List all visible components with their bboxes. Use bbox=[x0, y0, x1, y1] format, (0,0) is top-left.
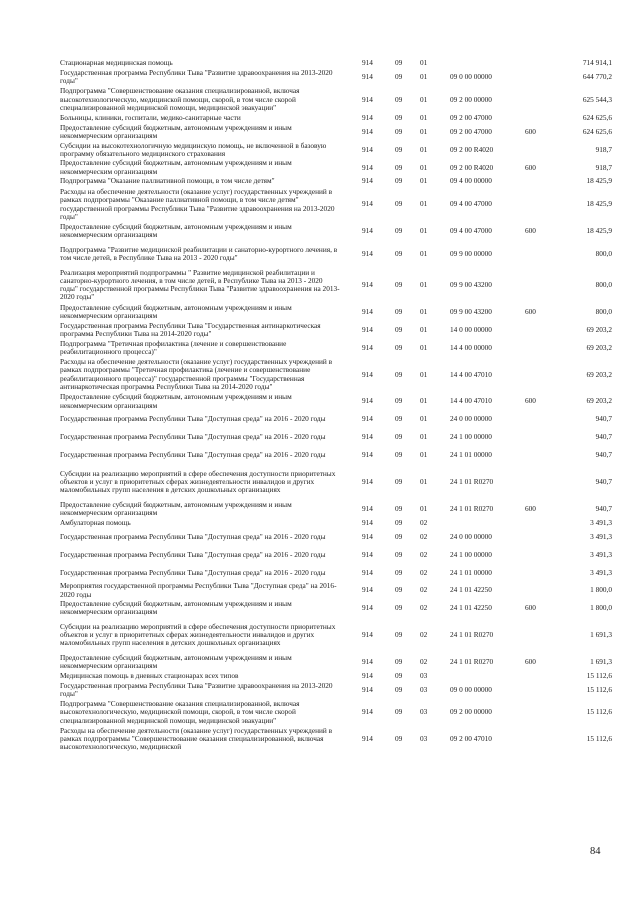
section-code: 09 bbox=[395, 684, 403, 694]
target-article-code: 09 9 00 00000 bbox=[450, 248, 492, 258]
target-article-code: 14 4 00 47010 bbox=[450, 396, 492, 406]
row-name: Государственная программа Республики Тыва "Доступная среда" на 2016 - 2020 годы bbox=[60, 549, 326, 559]
subsection-code: 02 bbox=[420, 585, 428, 595]
ministry-code: 914 bbox=[362, 248, 373, 258]
table-row bbox=[60, 546, 612, 563]
table-row bbox=[60, 654, 612, 671]
section-code: 09 bbox=[395, 162, 403, 172]
amount: 940,7 bbox=[595, 432, 612, 442]
table-row bbox=[60, 69, 612, 86]
expense-type-code: 600 bbox=[525, 396, 536, 406]
amount: 1 800,0 bbox=[590, 603, 612, 613]
target-article-code: 24 1 00 00000 bbox=[450, 549, 492, 559]
section-code: 09 bbox=[395, 585, 403, 595]
section-code: 09 bbox=[395, 324, 403, 334]
section-code: 09 bbox=[395, 248, 403, 258]
subsection-code: 01 bbox=[420, 414, 428, 424]
row-name: Государственная программа Республики Тыва "Доступная среда" на 2016 - 2020 годы bbox=[60, 531, 326, 541]
table-row bbox=[60, 187, 612, 222]
section-code: 09 bbox=[395, 72, 403, 82]
table-row bbox=[60, 411, 612, 428]
row-name: Расходы на обеспечение деятельности (оказание услуг) государственных учреждений в рамках подпрограммы "Оказание паллиативной помощи, в том числе детям" государственной программы Республики Тыва "Развитие здравоохранения на 2013-2020 годы" bbox=[60, 186, 335, 221]
expense-type-code: 600 bbox=[525, 503, 536, 513]
section-code: 09 bbox=[395, 306, 403, 316]
ministry-code: 914 bbox=[362, 657, 373, 667]
table-row bbox=[60, 518, 612, 527]
expense-type-code: 600 bbox=[525, 126, 536, 136]
subsection-code: 01 bbox=[420, 144, 428, 154]
table-row bbox=[60, 223, 612, 240]
amount: 1 800,0 bbox=[590, 585, 612, 595]
subsection-code: 01 bbox=[420, 396, 428, 406]
amount: 940,7 bbox=[595, 450, 612, 460]
row-name: Субсидии на высокотехнологичную медицинскую помощь, не включенной в базовую программу обязательного медицинского страхования bbox=[60, 140, 327, 158]
row-name: Государственная программа Республики Тыва "Доступная среда" на 2016 - 2020 годы bbox=[60, 567, 326, 577]
table-row bbox=[60, 59, 612, 68]
table-row bbox=[60, 600, 612, 617]
amount: 800,0 bbox=[595, 306, 612, 316]
table-row bbox=[60, 528, 612, 545]
section-code: 09 bbox=[395, 94, 403, 104]
row-name: Субсидии на реализацию мероприятий в сфере обеспечения доступности приоритетных объектов и услуг в приоритетных сферах жизнедеятельности инвалидов и других маломобильных групп населения в детских дошкольных организациях bbox=[60, 621, 336, 648]
target-article-code: 24 1 01 00000 bbox=[450, 567, 492, 577]
ministry-code: 914 bbox=[362, 199, 373, 209]
section-code: 09 bbox=[395, 144, 403, 154]
section-code: 09 bbox=[395, 199, 403, 209]
ministry-code: 914 bbox=[362, 396, 373, 406]
table-row bbox=[60, 357, 612, 392]
subsection-code: 03 bbox=[420, 707, 428, 717]
row-name: Предоставление субсидий бюджетным, автономным учреждениям и иным некоммерческим организациям bbox=[60, 222, 292, 240]
subsection-code: 03 bbox=[420, 684, 428, 694]
subsection-code: 01 bbox=[420, 342, 428, 352]
section-code: 09 bbox=[395, 517, 403, 527]
subsection-code: 01 bbox=[420, 226, 428, 236]
row-name: Мероприятия государственной программы Республики Тыва "Доступная среда" на 2016-2020 годы bbox=[60, 581, 337, 599]
ministry-code: 914 bbox=[362, 630, 373, 640]
amount: 3 491,3 bbox=[590, 567, 612, 577]
table-row bbox=[60, 114, 612, 123]
amount: 15 112,6 bbox=[586, 684, 612, 694]
target-article-code: 09 4 00 00000 bbox=[450, 176, 492, 186]
subsection-code: 01 bbox=[420, 477, 428, 487]
ministry-code: 914 bbox=[362, 477, 373, 487]
subsection-code: 02 bbox=[420, 630, 428, 640]
amount: 69 203,2 bbox=[586, 369, 612, 379]
row-name: Подпрограмма "Совершенствование оказания специализированной, включая высокотехнологическую, медицинской помощи, скорой, в том числе скорой специализированной медицинской помощи, медицинской эвакуации" bbox=[60, 698, 300, 725]
ministry-code: 914 bbox=[362, 112, 373, 122]
row-name: Предоставление субсидий бюджетным, автономным учреждениям и иным некоммерческим организациям bbox=[60, 122, 292, 140]
ministry-code: 914 bbox=[362, 144, 373, 154]
row-name: Государственная программа Республики Тыва "Доступная среда" на 2016 - 2020 годы bbox=[60, 450, 326, 460]
row-name: Субсидии на реализацию мероприятий в сфере обеспечения доступности приоритетных объектов и услуг в приоритетных сферах жизнедеятельности инвалидов и других маломобильных групп населения в детских дошкольных организациях bbox=[60, 468, 336, 495]
table-row bbox=[60, 87, 612, 113]
ministry-code: 914 bbox=[362, 450, 373, 460]
row-name: Подпрограмма "Совершенствование оказания специализированной, включая высокотехнологическую, медицинской помощи, скорой, в том числе скорой специализированной медицинской помощи, медицинской эвакуации" bbox=[60, 86, 300, 112]
row-name: Больницы, клиники, госпитали, медико-санитарные части bbox=[60, 112, 241, 122]
ministry-code: 914 bbox=[362, 517, 373, 527]
amount: 69 203,2 bbox=[586, 396, 612, 406]
section-code: 09 bbox=[395, 670, 403, 680]
row-name: Расходы на обеспечение деятельности (оказание услуг) государственных учреждений в рамках подпрограммы "Третичная профилактика (лечение и совершенствование реабилитационного процесса)" государственной программы "Государственная антинаркотическая программа Республики Тыва на 2014-2020 годы" bbox=[60, 357, 333, 392]
row-name: Предоставление субсидий бюджетным, автономным учреждениям и иным некоммерческим организациям bbox=[60, 652, 292, 671]
amount: 3 491,3 bbox=[590, 531, 612, 541]
target-article-code: 09 2 00 47010 bbox=[450, 734, 492, 744]
table-row bbox=[60, 501, 612, 518]
target-article-code: 09 2 00 R4020 bbox=[450, 144, 494, 154]
ministry-code: 914 bbox=[362, 324, 373, 334]
subsection-code: 02 bbox=[420, 531, 428, 541]
table-row bbox=[60, 447, 612, 464]
section-code: 09 bbox=[395, 567, 403, 577]
ministry-code: 914 bbox=[362, 684, 373, 694]
subsection-code: 01 bbox=[420, 324, 428, 334]
section-code: 09 bbox=[395, 414, 403, 424]
amount: 18 425,9 bbox=[586, 199, 612, 209]
table-row bbox=[60, 393, 612, 410]
subsection-code: 01 bbox=[420, 280, 428, 290]
ministry-code: 914 bbox=[362, 603, 373, 613]
table-row bbox=[60, 321, 612, 338]
target-article-code: 24 1 01 R0270 bbox=[450, 630, 494, 640]
section-code: 09 bbox=[395, 657, 403, 667]
target-article-code: 14 0 00 00000 bbox=[450, 324, 492, 334]
amount: 624 625,6 bbox=[582, 112, 612, 122]
table-row bbox=[60, 177, 612, 186]
target-article-code: 24 0 00 00000 bbox=[450, 531, 492, 541]
row-name: Государственная программа Республики Тыва "Развитие здравоохранения на 2013-2020 годы" bbox=[60, 680, 333, 698]
section-code: 09 bbox=[395, 126, 403, 136]
row-name: Предоставление субсидий бюджетным, автономным учреждениям и иным некоммерческим организациям bbox=[60, 599, 292, 617]
section-code: 09 bbox=[395, 603, 403, 613]
subsection-code: 03 bbox=[420, 734, 428, 744]
amount: 18 425,9 bbox=[586, 176, 612, 186]
target-article-code: 24 1 01 R0270 bbox=[450, 503, 494, 513]
ministry-code: 914 bbox=[362, 531, 373, 541]
subsection-code: 03 bbox=[420, 670, 428, 680]
target-article-code: 09 0 00 00000 bbox=[450, 72, 492, 82]
subsection-code: 02 bbox=[420, 603, 428, 613]
table-row bbox=[60, 672, 612, 681]
section-code: 09 bbox=[395, 432, 403, 442]
amount: 918,7 bbox=[595, 144, 612, 154]
ministry-code: 914 bbox=[362, 369, 373, 379]
table-row bbox=[60, 123, 612, 140]
ministry-code: 914 bbox=[362, 567, 373, 577]
ministry-code: 914 bbox=[362, 306, 373, 316]
target-article-code: 24 1 01 42250 bbox=[450, 603, 492, 613]
row-name: Предоставление субсидий бюджетным, автономным учреждениям и иным некоммерческим организациям bbox=[60, 158, 292, 176]
ministry-code: 914 bbox=[362, 72, 373, 82]
amount: 940,7 bbox=[595, 477, 612, 487]
subsection-code: 01 bbox=[420, 126, 428, 136]
table-row bbox=[60, 429, 612, 446]
row-name: Государственная программа Республики Тыва "Доступная среда" на 2016 - 2020 годы bbox=[60, 414, 326, 424]
target-article-code: 24 1 00 00000 bbox=[450, 432, 492, 442]
ministry-code: 914 bbox=[362, 585, 373, 595]
target-article-code: 09 2 00 47000 bbox=[450, 126, 492, 136]
section-code: 09 bbox=[395, 531, 403, 541]
subsection-code: 01 bbox=[420, 306, 428, 316]
ministry-code: 914 bbox=[362, 94, 373, 104]
row-name: Подпрограмма "Развитие медицинской реабилитации и санаторно-курортного лечения, в том числе детей, в Республике Тыва на 2013 - 2020 годы" bbox=[60, 244, 338, 262]
target-article-code: 14 4 00 47010 bbox=[450, 369, 492, 379]
amount: 625 544,3 bbox=[582, 94, 612, 104]
section-code: 09 bbox=[395, 226, 403, 236]
section-code: 09 bbox=[395, 630, 403, 640]
target-article-code: 24 1 01 42250 bbox=[450, 585, 492, 595]
target-article-code: 09 2 00 47000 bbox=[450, 112, 492, 122]
ministry-code: 914 bbox=[362, 280, 373, 290]
subsection-code: 01 bbox=[420, 94, 428, 104]
subsection-code: 01 bbox=[420, 503, 428, 513]
ministry-code: 914 bbox=[362, 414, 373, 424]
target-article-code: 09 9 00 43200 bbox=[450, 280, 492, 290]
target-article-code: 24 1 01 R0270 bbox=[450, 657, 494, 667]
target-article-code: 14 4 00 00000 bbox=[450, 342, 492, 352]
ministry-code: 914 bbox=[362, 162, 373, 172]
table-row bbox=[60, 241, 612, 267]
section-code: 09 bbox=[395, 58, 403, 68]
ministry-code: 914 bbox=[362, 226, 373, 236]
ministry-code: 914 bbox=[362, 342, 373, 352]
table-row bbox=[60, 726, 612, 752]
ministry-code: 914 bbox=[362, 670, 373, 680]
ministry-code: 914 bbox=[362, 503, 373, 513]
subsection-code: 01 bbox=[420, 248, 428, 258]
subsection-code: 01 bbox=[420, 432, 428, 442]
row-name: Реализация мероприятий подпрограммы " Развитие медицинской реабилитации и санаторно-курортного лечения, в том числе детей, в Республике Тыва на 2013 - 2020 годы" государственной программы Республики Тыва "Развитие здравоохранения на 2013-2020 годы" bbox=[60, 267, 340, 302]
target-article-code: 09 2 00 R4020 bbox=[450, 162, 494, 172]
target-article-code: 24 0 00 00000 bbox=[450, 414, 492, 424]
amount: 15 112,6 bbox=[586, 707, 612, 717]
section-code: 09 bbox=[395, 176, 403, 186]
row-name: Амбулаторная помощь bbox=[60, 517, 131, 527]
subsection-code: 01 bbox=[420, 176, 428, 186]
subsection-code: 02 bbox=[420, 657, 428, 667]
section-code: 09 bbox=[395, 549, 403, 559]
target-article-code: 09 0 00 00000 bbox=[450, 684, 492, 694]
ministry-code: 914 bbox=[362, 176, 373, 186]
row-name: Подпрограмма "Третичная профилактика (лечение и совершенствование реабилитационного процесса)" bbox=[60, 338, 287, 356]
amount: 15 112,6 bbox=[586, 670, 612, 680]
row-name: Предоставление субсидий бюджетным, автономным учреждениям и иным некоммерческим организациям bbox=[60, 499, 292, 518]
amount: 918,7 bbox=[595, 162, 612, 172]
amount: 3 491,3 bbox=[590, 517, 612, 527]
subsection-code: 01 bbox=[420, 450, 428, 460]
target-article-code: 09 9 00 43200 bbox=[450, 306, 492, 316]
section-code: 09 bbox=[395, 396, 403, 406]
subsection-code: 01 bbox=[420, 162, 428, 172]
section-code: 09 bbox=[395, 477, 403, 487]
amount: 1 691,3 bbox=[590, 630, 612, 640]
row-name: Государственная программа Республики Тыва "Государственная антинаркотическая программа Республики Тыва на 2014-2020 годы" bbox=[60, 320, 321, 338]
table-row bbox=[60, 682, 612, 699]
amount: 69 203,2 bbox=[586, 324, 612, 334]
section-code: 09 bbox=[395, 112, 403, 122]
amount: 644 770,2 bbox=[582, 72, 612, 82]
table-row bbox=[60, 141, 612, 158]
section-code: 09 bbox=[395, 342, 403, 352]
ministry-code: 914 bbox=[362, 58, 373, 68]
section-code: 09 bbox=[395, 280, 403, 290]
amount: 940,7 bbox=[595, 414, 612, 424]
expense-type-code: 600 bbox=[525, 226, 536, 236]
subsection-code: 01 bbox=[420, 369, 428, 379]
expense-type-code: 600 bbox=[525, 603, 536, 613]
subsection-code: 01 bbox=[420, 58, 428, 68]
target-article-code: 09 4 00 47000 bbox=[450, 199, 492, 209]
section-code: 09 bbox=[395, 450, 403, 460]
table-row bbox=[60, 465, 612, 500]
ministry-code: 914 bbox=[362, 432, 373, 442]
ministry-code: 914 bbox=[362, 734, 373, 744]
table-row bbox=[60, 582, 612, 599]
table-row bbox=[60, 268, 612, 303]
section-code: 09 bbox=[395, 734, 403, 744]
section-code: 09 bbox=[395, 369, 403, 379]
amount: 940,7 bbox=[595, 503, 612, 513]
subsection-code: 01 bbox=[420, 72, 428, 82]
target-article-code: 09 2 00 00000 bbox=[450, 707, 492, 717]
subsection-code: 01 bbox=[420, 112, 428, 122]
target-article-code: 24 1 01 00000 bbox=[450, 450, 492, 460]
table-row bbox=[60, 304, 612, 321]
section-code: 09 bbox=[395, 503, 403, 513]
budget-table bbox=[60, 58, 612, 752]
row-name: Медицинская помощь в дневных стационарах всех типов bbox=[60, 670, 239, 680]
target-article-code: 24 1 01 R0270 bbox=[450, 477, 494, 487]
subsection-code: 02 bbox=[420, 517, 428, 527]
page-number: 84 bbox=[590, 846, 601, 857]
table-row bbox=[60, 618, 612, 653]
row-name: Государственная программа Республики Тыва "Доступная среда" на 2016 - 2020 годы bbox=[60, 432, 326, 442]
amount: 624 625,6 bbox=[582, 126, 612, 136]
target-article-code: 09 2 00 00000 bbox=[450, 94, 492, 104]
expense-type-code: 600 bbox=[525, 657, 536, 667]
table-row bbox=[60, 159, 612, 176]
amount: 800,0 bbox=[595, 280, 612, 290]
table-row bbox=[60, 564, 612, 581]
row-name: Государственная программа Республики Тыва "Развитие здравоохранения на 2013-2020 годы" bbox=[60, 67, 333, 86]
row-name: Предоставление субсидий бюджетным, автономным учреждениям и иным некоммерческим организациям bbox=[60, 302, 292, 321]
section-code: 09 bbox=[395, 707, 403, 717]
row-name: Подпрограмма "Оказание паллиативной помощи, в том числе детям" bbox=[60, 176, 275, 186]
expense-type-code: 600 bbox=[525, 306, 536, 316]
amount: 1 691,3 bbox=[590, 657, 612, 667]
amount: 15 112,6 bbox=[586, 734, 612, 744]
row-name: Расходы на обеспечение деятельности (оказание услуг) государственных учреждений в рамках подпрограммы "Совершенствование оказания специализированной, включая высокотехнологическую, медицинской bbox=[60, 725, 333, 752]
subsection-code: 02 bbox=[420, 549, 428, 559]
ministry-code: 914 bbox=[362, 707, 373, 717]
table-row bbox=[60, 339, 612, 356]
amount: 69 203,2 bbox=[586, 342, 612, 352]
table-row bbox=[60, 699, 612, 725]
expense-type-code: 600 bbox=[525, 162, 536, 172]
ministry-code: 914 bbox=[362, 126, 373, 136]
row-name: Стационарная медицинская помощь bbox=[60, 58, 173, 68]
subsection-code: 01 bbox=[420, 199, 428, 209]
target-article-code: 09 4 00 47000 bbox=[450, 226, 492, 236]
amount: 18 425,9 bbox=[586, 226, 612, 236]
row-name: Предоставление субсидий бюджетным, автономным учреждениям и иным некоммерческим организациям bbox=[60, 392, 292, 410]
amount: 800,0 bbox=[595, 248, 612, 258]
amount: 714 914,1 bbox=[582, 58, 612, 68]
subsection-code: 02 bbox=[420, 567, 428, 577]
amount: 3 491,3 bbox=[590, 549, 612, 559]
ministry-code: 914 bbox=[362, 549, 373, 559]
